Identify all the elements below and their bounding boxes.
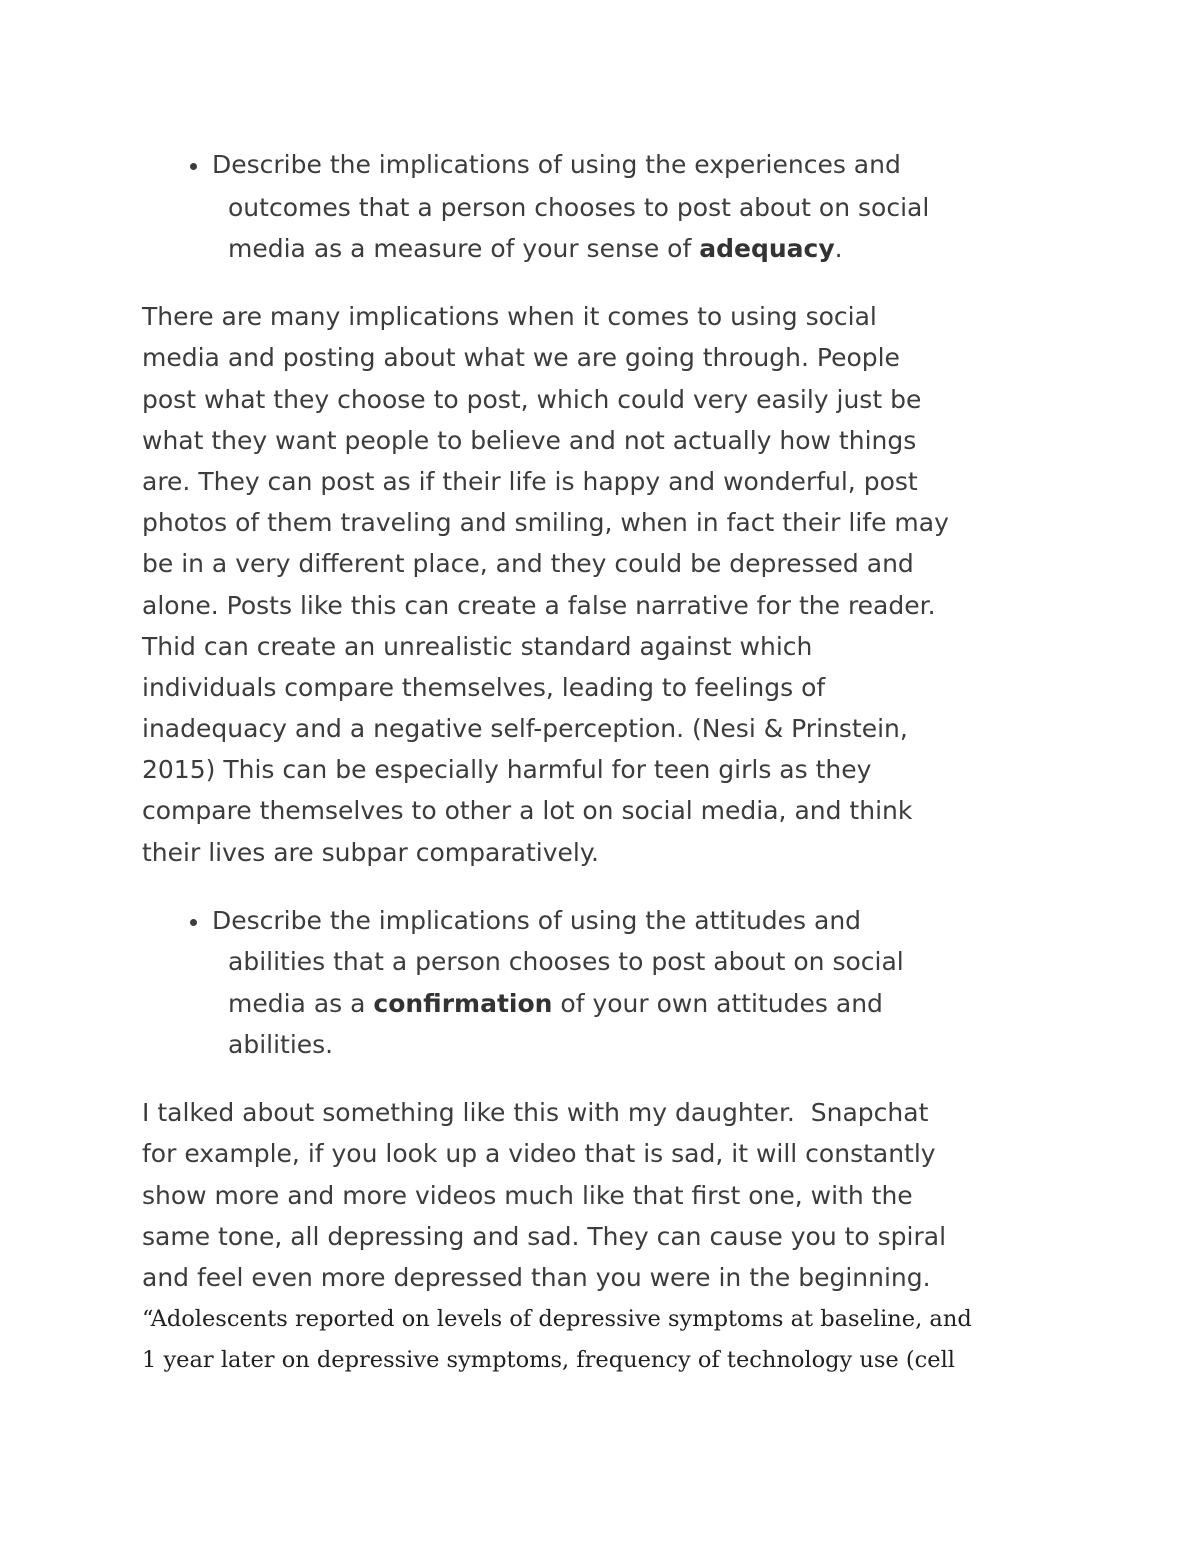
paragraph-1-line: their lives are subpar comparatively. (142, 838, 599, 867)
quote-line: “Adolescents reported on levels of depressive symptoms at baseline, and (142, 1306, 972, 1332)
bullet-1-bold-term: adequacy (699, 234, 835, 263)
paragraph-2-line: and feel even more depressed than you were in the beginning. (142, 1263, 931, 1292)
paragraph-2-line: for example, if you look up a video that is sad, it will constantly (142, 1139, 936, 1168)
bullet-1-dot (190, 163, 197, 170)
paragraph-1-line: individuals compare themselves, leading to feelings of (142, 673, 826, 702)
paragraph-1-line: be in a very different place, and they could be depressed and (142, 549, 914, 578)
paragraph-1-line: post what they choose to post, which could very easily just be (142, 385, 922, 414)
bullet-2-line-4: abilities. (228, 1030, 334, 1059)
bullet-1-line-3-end: . (834, 234, 843, 263)
bullet-2-bold-term: confirmation (373, 989, 553, 1018)
paragraph-1-line: are. They can post as if their life is happy and wonderful, post (142, 467, 918, 496)
paragraph-1-line: 2015) This can be especially harmful for teen girls as they (142, 755, 872, 784)
paragraph-2-line: same tone, all depressing and sad. They can cause you to spiral (142, 1222, 947, 1251)
bullet-1-line-3 (228, 228, 843, 269)
paragraph-1-line: alone. Posts like this can create a false narrative for the reader. (142, 591, 936, 620)
bullet-1-line-3-text: media as a measure of your sense of (228, 234, 700, 263)
bullet-2-line-2: abilities that a person chooses to post about on social (228, 947, 904, 976)
quote-line: 1 year later on depressive symptoms, frequency of technology use (cell (142, 1347, 955, 1373)
paragraph-1-line: compare themselves to other a lot on social media, and think (142, 796, 913, 825)
paragraph-2-line: I talked about something like this with my daughter. Snapchat (142, 1098, 929, 1127)
paragraph-2-line: show more and more videos much like that first one, with the (142, 1181, 913, 1210)
bullet-1-line-2: outcomes that a person chooses to post about on social (228, 193, 930, 222)
bullet-2-dot (190, 919, 197, 926)
bullet-2-line-3 (228, 983, 883, 1024)
bullet-1-line-1: Describe the implications of using the experiences and (212, 150, 901, 179)
paragraph-1-line: inadequacy and a negative self-perception. (Nesi & Prinstein, (142, 714, 908, 743)
paragraph-1-line: photos of them traveling and smiling, when in fact their life may (142, 508, 949, 537)
bullet-2-line-3-text: media as a (228, 989, 374, 1018)
paragraph-1-line: There are many implications when it comes to using social (142, 302, 877, 331)
paragraph-1-line: media and posting about what we are going through. People (142, 343, 900, 372)
bullet-2-line-3-end: of your own attitudes and (552, 989, 883, 1018)
paragraph-1-line: Thid can create an unrealistic standard against which (142, 632, 813, 661)
paragraph-1-line: what they want people to believe and not actually how things (142, 426, 917, 455)
bullet-2-line-1: Describe the implications of using the attitudes and (212, 906, 862, 935)
